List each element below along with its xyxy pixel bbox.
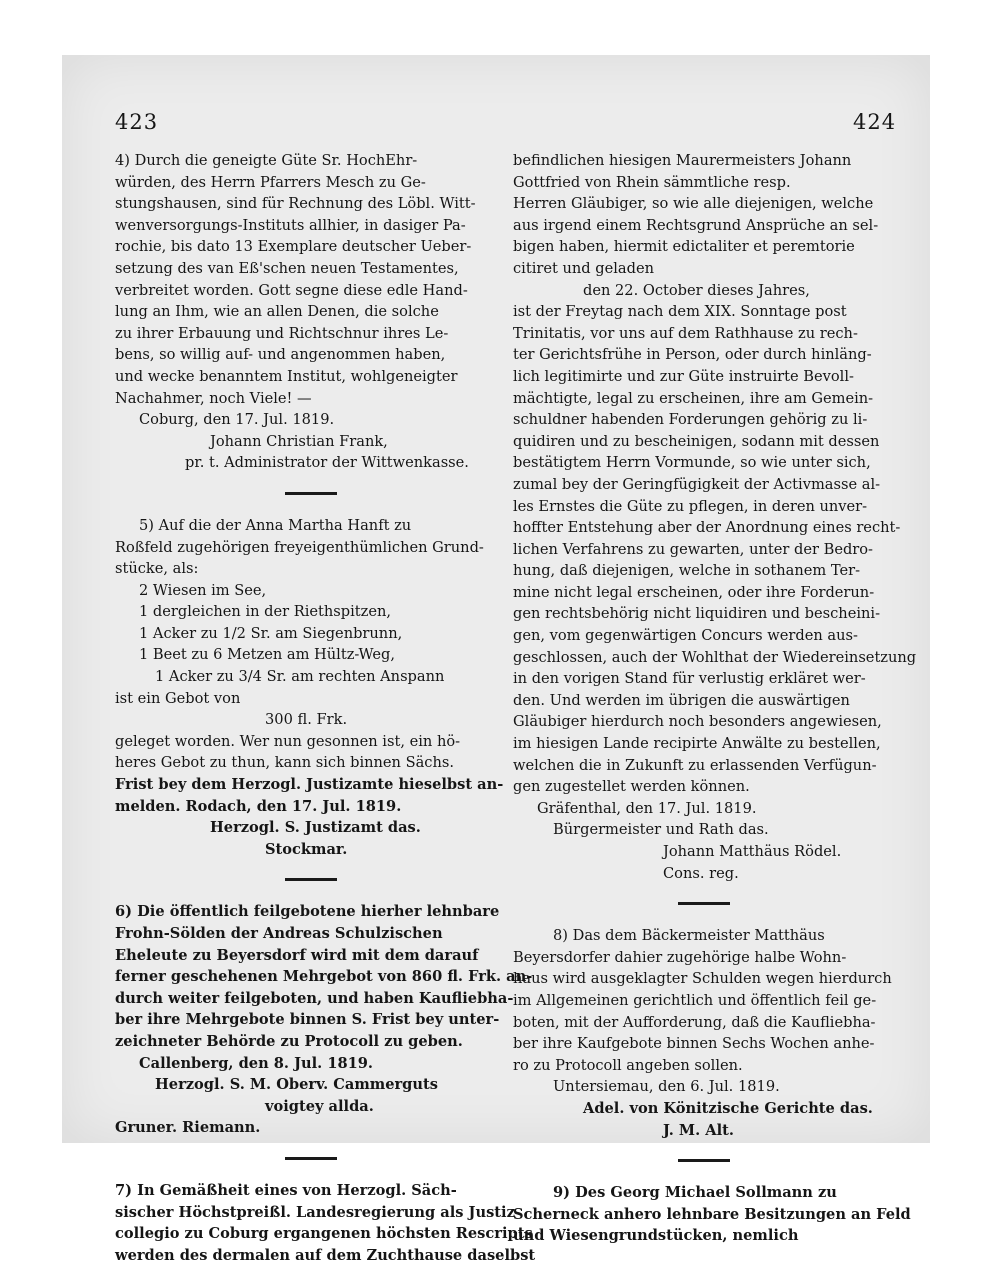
text-line: und wecke benanntem Institut, wohlgeneigter — [115, 367, 458, 385]
text-line: lich legitimirte und zur Güte instruirte Bevoll- — [513, 367, 854, 385]
text-line: heres Gebot zu thun, kann sich binnen Sächs. — [115, 754, 454, 772]
text-line: pr. t. Administrator der Wittwenkasse. — [185, 454, 469, 472]
text-line: welchen die in Zukunft zu erlassenden Verfügun- — [513, 756, 877, 774]
page-number-right: 424 — [853, 110, 897, 134]
text-line: zeichneter Behörde zu Protocoll zu geben. — [115, 1032, 463, 1050]
text-line: gen, vom gegenwärtigen Concurs werden aus- — [513, 627, 858, 645]
text-line: voigtey allda. — [265, 1097, 374, 1115]
text-line: würden, des Herrn Pfarrers Mesch zu Ge- — [115, 173, 426, 191]
text-line: Gottfried von Rhein sämmtliche resp. — [513, 173, 791, 191]
text-line: Gruner. Riemann. — [115, 1119, 261, 1137]
text-line: Nachahmer, noch Viele! — — [115, 389, 312, 407]
text-line: 6) Die öffentlich feilgebotene hierher lehnbare — [115, 903, 500, 921]
notice-notice-9 — [513, 1182, 911, 1247]
notice-notice-5 — [115, 515, 505, 861]
text-line: citiret und geladen — [513, 259, 654, 277]
text-line: zumal bey der Geringfügigkeit der Activmasse al- — [513, 475, 881, 493]
text-line: mächtigte, legal zu erscheinen, ihre am Gemein- — [513, 389, 874, 407]
text-line: Scherneck anhero lehnbare Besitzungen an Feld — [513, 1205, 911, 1223]
text-line: setzung des van Eß'schen neuen Testamentes, — [115, 259, 459, 277]
separator-rule — [285, 492, 337, 495]
notice-notice-6 — [115, 901, 533, 1139]
text-line: les Ernstes die Güte zu pflegen, in deren unver- — [513, 497, 868, 515]
text-line: verbreitet worden. Gott segne diese edle Hand- — [115, 281, 468, 299]
text-line: 1 Acker zu 1/2 Sr. am Siegenbrunn, — [139, 624, 403, 642]
text-line: Stockmar. — [265, 840, 348, 858]
text-line: bestätigtem Herrn Vormunde, so wie unter sich, — [513, 454, 871, 472]
text-line: Eheleute zu Beyersdorf wird mit dem darauf — [115, 946, 479, 964]
page-number-left: 423 — [115, 110, 159, 134]
text-line: stücke, als: — [115, 560, 199, 578]
text-line: Herzogl. S. M. Oberv. Cammerguts — [155, 1076, 438, 1094]
text-line: aus irgend einem Rechtsgrund Ansprüche an sel- — [513, 216, 879, 234]
text-line: Frist bey dem Herzogl. Justizamte hieselbst an- — [115, 776, 504, 794]
text-line: zu ihrer Erbauung und Richtschnur ihres Le- — [115, 324, 449, 342]
text-line: schuldner habenden Forderungen gehörig zu li- — [513, 411, 868, 429]
separator-rule — [678, 1159, 730, 1162]
text-line: J. M. Alt. — [663, 1121, 734, 1139]
text-line: gen zugestellet werden können. — [513, 778, 750, 796]
text-line: ro zu Protocoll angeben sollen. — [513, 1056, 743, 1074]
text-line: Johann Christian Frank, — [210, 432, 388, 450]
text-line: Adel. von Könitzische Gerichte das. — [583, 1099, 873, 1117]
text-line: Cons. reg. — [663, 864, 739, 882]
text-line: ferner geschehenen Mehrgebot von 860 fl. Frk. an- — [115, 968, 533, 986]
text-line: 7) In Gemäßheit eines von Herzogl. Säch- — [115, 1181, 457, 1199]
text-line: quidiren und zu bescheinigen, sodann mit dessen — [513, 432, 880, 450]
text-line: lichen Verfahrens zu gewarten, unter der Bedro- — [513, 540, 873, 558]
text-line: 8) Das dem Bäckermeister Matthäus — [553, 927, 825, 945]
notice-notice-7 — [115, 1180, 536, 1266]
text-line: ter Gerichtsfrühe in Person, oder durch hinläng- — [513, 346, 872, 364]
separator-rule — [285, 878, 337, 881]
text-line: ber ihre Kaufgebote binnen Sechs Wochen anhe- — [513, 1035, 875, 1053]
text-line: werden des dermalen auf dem Zuchthause daselbst — [115, 1246, 536, 1264]
notice-notice-8 — [513, 925, 901, 1141]
text-line: bigen haben, hiermit edictaliter et peremtorie — [513, 238, 855, 256]
text-line: 1 Beet zu 6 Metzen am Hültz-Weg, — [139, 646, 395, 664]
text-line: 4) Durch die geneigte Güte Sr. HochEhr- — [115, 152, 418, 169]
text-line: und Wiesengrundstücken, nemlich — [513, 1227, 799, 1245]
text-line: Johann Matthäus Rödel. — [663, 843, 842, 860]
text-line: 1 Acker zu 3/4 Sr. am rechten Anspann — [155, 668, 445, 686]
separator-rule — [285, 1157, 337, 1160]
text-line: Callenberg, den 8. Jul. 1819. — [139, 1054, 374, 1072]
text-line: hoffter Entstehung aber der Anordnung eines recht- — [513, 519, 901, 537]
text-line: boten, mit der Aufforderung, daß die Kaufliebha- — [513, 1013, 876, 1031]
text-line: geleget worden. Wer nun gesonnen ist, ein hö- — [115, 732, 461, 750]
text-line: geschlossen, auch der Wohlthat der Wiedereinsetzung — [513, 648, 917, 666]
text-line: in den vorigen Stand für verlustig erkläret wer- — [513, 670, 866, 688]
text-line: Beyersdorfer dahier zugehörige halbe Wohn- — [513, 948, 847, 966]
text-line: ber ihre Mehrgebote binnen S. Frist bey unter- — [115, 1011, 500, 1029]
text-line: 9) Des Georg Michael Sollmann zu — [553, 1184, 837, 1202]
notice-notice-4 — [115, 150, 505, 474]
text-line: haus wird ausgeklagter Schulden wegen hierdurch — [513, 970, 892, 988]
text-line: Bürgermeister und Rath das. — [553, 821, 769, 839]
text-line: Roßfeld zugehörigen freyeigenthümlichen Grund- — [115, 538, 484, 556]
text-line: hung, daß diejenigen, welche in sothanem Ter- — [513, 562, 861, 580]
text-line: wenversorgungs-Instituts allhier, in dasiger Pa- — [115, 216, 466, 234]
text-line: im hiesigen Lande recipirte Anwälte zu bestellen, — [513, 735, 881, 753]
text-line: lung an Ihm, wie an allen Denen, die solche — [115, 303, 439, 321]
text-line: im Allgemeinen gerichtlich und öffentlich feil ge- — [513, 991, 877, 1009]
text-line: mine nicht legal erscheinen, oder ihre Forderun- — [513, 583, 875, 601]
text-line: Herren Gläubiger, so wie alle diejenigen, welche — [513, 195, 874, 213]
text-line: sischer Höchstpreißl. Landesregierung als Justiz — [115, 1203, 515, 1221]
left-column — [115, 150, 536, 1266]
text-line: ist ein Gebot von — [115, 689, 241, 707]
text-line: Gräfenthal, den 17. Jul. 1819. — [537, 799, 757, 817]
right-column — [513, 150, 917, 1247]
text-line: 300 fl. Frk. — [265, 711, 348, 729]
notice-notice-7-cont — [513, 150, 917, 884]
text-line: collegio zu Coburg ergangenen höchsten Rescripts — [115, 1225, 533, 1243]
text-line: ist der Freytag nach dem XIX. Sonntage post — [513, 303, 847, 321]
text-line: 1 dergleichen in der Riethspitzen, — [139, 603, 392, 621]
text-line: bens, so willig auf- und angenommen haben, — [115, 346, 446, 364]
text-line: rochie, bis dato 13 Exemplare deutscher Ueber- — [115, 238, 472, 256]
text-line: den 22. October dieses Jahres, — [583, 281, 810, 299]
text-line: befindlichen hiesigen Maurermeisters Johann — [513, 152, 852, 169]
text-line: Trinitatis, vor uns auf dem Rathhause zu rech- — [513, 324, 858, 342]
text-line: Gläubiger hierdurch noch besonders angewiesen, — [513, 713, 882, 731]
text-line: gen rechtsbehörig nicht liquidiren und bescheini- — [513, 605, 881, 623]
text-line: Untersiemau, den 6. Jul. 1819. — [553, 1078, 780, 1096]
text-line: den. Und werden im übrigen die auswärtigen — [513, 691, 850, 709]
text-line: Frohn-Sölden der Andreas Schulzischen — [115, 925, 443, 942]
text-line: 2 Wiesen im See, — [139, 581, 267, 599]
text-line: 5) Auf die der Anna Martha Hanft zu — [139, 516, 412, 534]
separator-rule — [678, 902, 730, 905]
text-line: Herzogl. S. Justizamt das. — [210, 819, 421, 837]
text-line: Coburg, den 17. Jul. 1819. — [139, 411, 335, 429]
text-line: melden. Rodach, den 17. Jul. 1819. — [115, 797, 402, 815]
text-line: stungshausen, sind für Rechnung des Löbl. Witt- — [115, 195, 476, 213]
text-line: durch weiter feilgeboten, und haben Kaufliebha- — [115, 989, 514, 1007]
